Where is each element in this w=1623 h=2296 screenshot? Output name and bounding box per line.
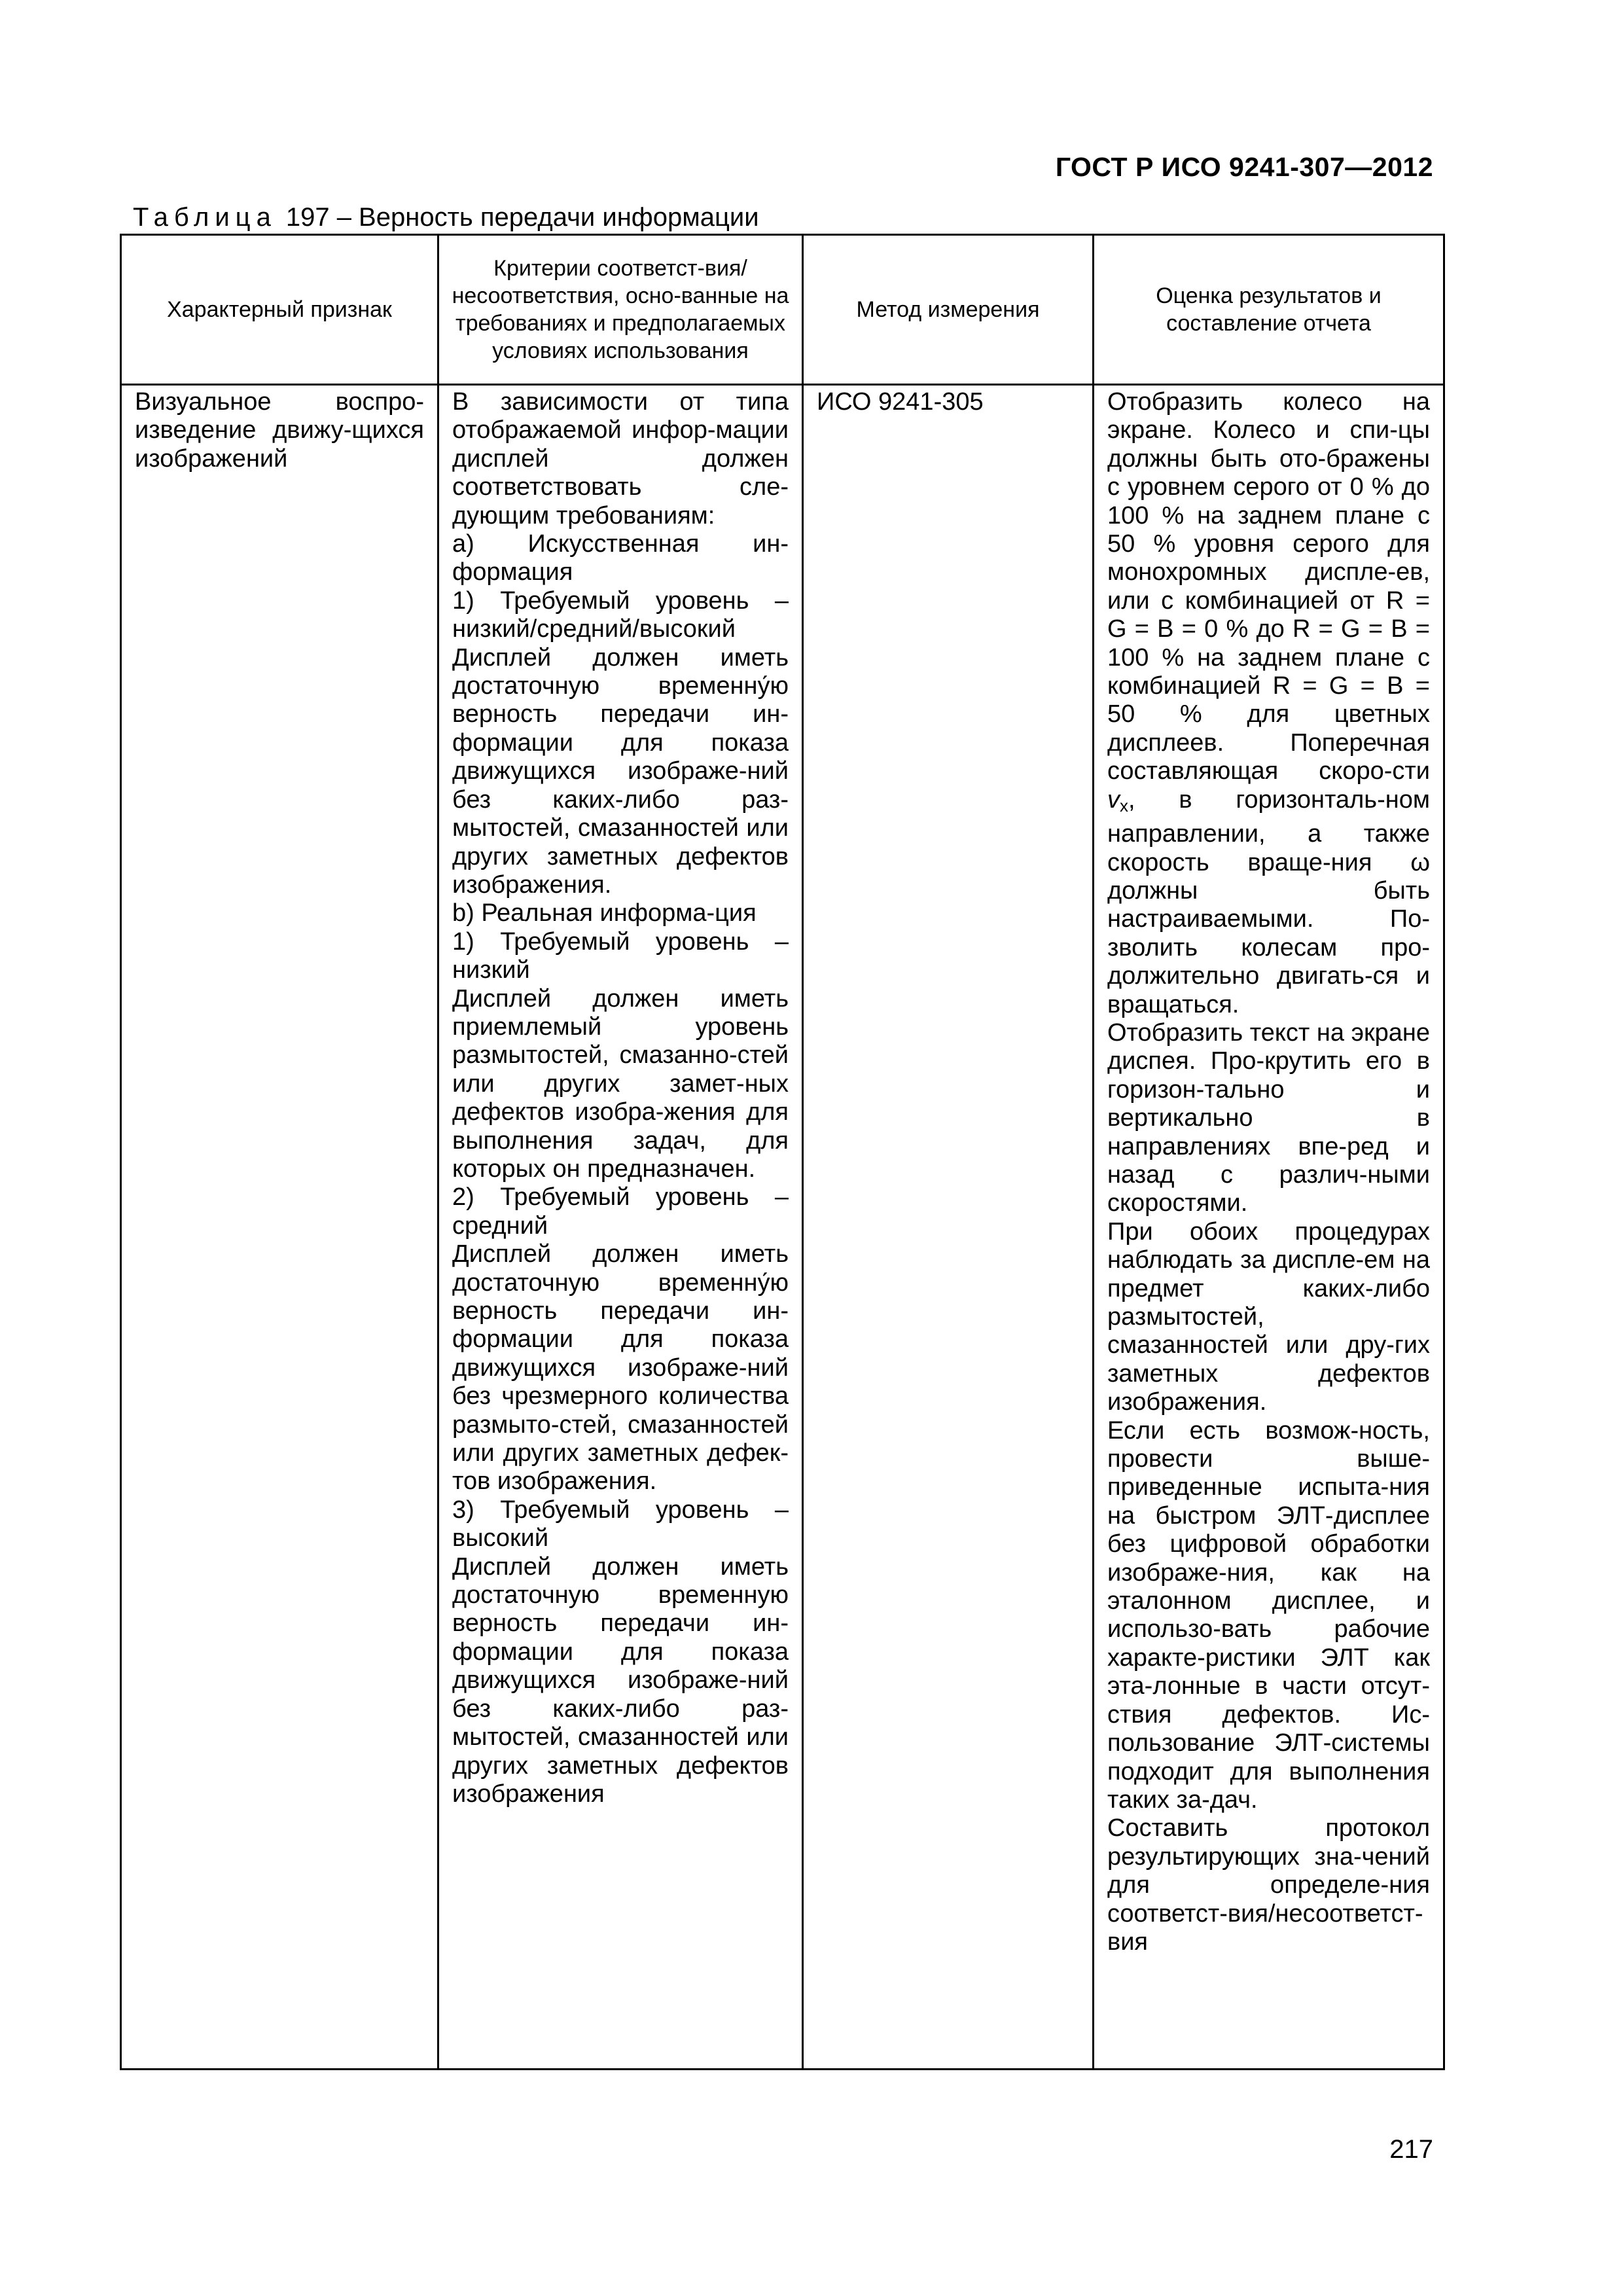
criteria-paragraph: В зависимости от типа отображаемой инфор-мации дисплей должен соответствовать сле-дующим требованиям:	[452, 388, 789, 529]
column-header-evaluation: Оценка результатов и составление отчета	[1094, 235, 1444, 385]
criteria-paragraph: 3) Требуемый уровень – высокий	[452, 1496, 789, 1552]
evaluation-text: , в горизонталь-ном направлении, а также скорость враще-ния ω должны быть настраиваемыми. По-зволить колесам про-должительно двигать-ся и вращаться.	[1107, 785, 1430, 1018]
evaluation-paragraph: Если есть возмож-ность, провести выше-приведенные испыта-ния на быстром ЭЛТ-дисплее без цифровой обработки изображе-ния, как на эталонном дисплее, и использо-вать рабочие характе-ристики ЭЛТ как эта-лонные в части отсут-ствия дефектов. Ис-пользование ЭЛТ-системы подходит для выполнения таких за-дач.	[1107, 1416, 1430, 1814]
criteria-paragraph: 1) Требуемый уровень – низкий/средний/высокий	[452, 586, 789, 643]
evaluation-cell	[1094, 385, 1444, 2070]
column-header-feature: Характерный признак	[121, 235, 438, 385]
criteria-paragraph: b) Реальная информа-ция	[452, 899, 757, 927]
criteria-paragraph: а) Искусственная ин-формация	[452, 530, 789, 586]
feature-cell	[121, 385, 438, 2070]
column-header-criteria: Критерии соответст-вия/несоответствия, осно-ванные на требованиях и предполагаемых условиях использования	[438, 235, 803, 385]
criteria-paragraph: 1) Требуемый уровень – низкий	[452, 927, 789, 984]
page-number: 217	[1389, 2135, 1433, 2164]
feature-text: Визуальное воспро-изведение движу-щихся изображений	[135, 388, 424, 473]
criteria-paragraph: Дисплей должен иметь достаточную временную верность передачи ин-формации для показа движущихся изображе-ний без каких-либо раз-мытостей, смазанностей или других заметных дефектов изображения	[452, 1552, 789, 1808]
velocity-symbol: v	[1107, 785, 1120, 814]
criteria-paragraph: Дисплей должен иметь приемлемый уровень размытостей, смазанно-стей или других замет-ных дефектов изобра-жения для выполнения задач, для которых он предназначен.	[452, 984, 789, 1183]
column-header-method: Метод измерения	[803, 235, 1094, 385]
criteria-cell	[438, 385, 803, 2070]
velocity-subscript: x	[1120, 795, 1128, 816]
method-cell	[803, 385, 1094, 2070]
table-caption-text: 197 – Верность передачи информации	[285, 203, 759, 232]
evaluation-paragraph: При обоих процедурах наблюдать за диспле-ем на предмет каких-либо размытостей, смазанностей или дру-гих заметных дефектов изображения.	[1107, 1217, 1430, 1416]
evaluation-paragraph: Отобразить текст на экране диспея. Про-крутить его в горизон-тально и вертикально в направлениях впе-ред и назад с различ-ными скоростями.	[1107, 1018, 1430, 1217]
method-text: ИСО 9241-305	[817, 388, 984, 416]
criteria-paragraph: Дисплей должен иметь достаточную временну́ю верность передачи ин-формации для показа движущихся изображе-ний без каких-либо раз-мытостей, смазанностей или других заметных дефектов изображения.	[452, 643, 789, 899]
evaluation-text: Отобразить колесо на экране. Колесо и спи-цы должны быть ото-бражены с уровнем серого от 0 % до 100 % на заднем плане с 50 % уровня серого для монохромных диспле-ев, или с комбинацией от R = G = B = 0 % до R = G = B = 100 % на заднем плане с комбинацией R = G = B = 50 % для цветных дисплеев. Поперечная составляющая скоро-сти	[1107, 388, 1430, 785]
table-caption-word: Таблица	[133, 203, 277, 232]
table-header-row	[121, 235, 1444, 385]
evaluation-paragraph: Составить протокол результирующих зна-чений для определе-ния соответст-вия/несоответст-вия	[1107, 1814, 1430, 1956]
table-caption	[133, 203, 759, 232]
criteria-paragraph: Дисплей должен иметь достаточную временну́ю верность передачи ин-формации для показа движущихся изображе-ний без чрезмерного количества размыто-стей, смазанностей или других заметных дефек-тов изображения.	[452, 1240, 789, 1496]
fidelity-table	[120, 234, 1445, 2070]
criteria-paragraph: 2) Требуемый уровень – средний	[452, 1183, 789, 1240]
table-row	[121, 385, 1444, 2070]
evaluation-paragraph	[1107, 388, 1430, 1019]
document-header: ГОСТ Р ИСО 9241-307—2012	[1055, 152, 1433, 182]
